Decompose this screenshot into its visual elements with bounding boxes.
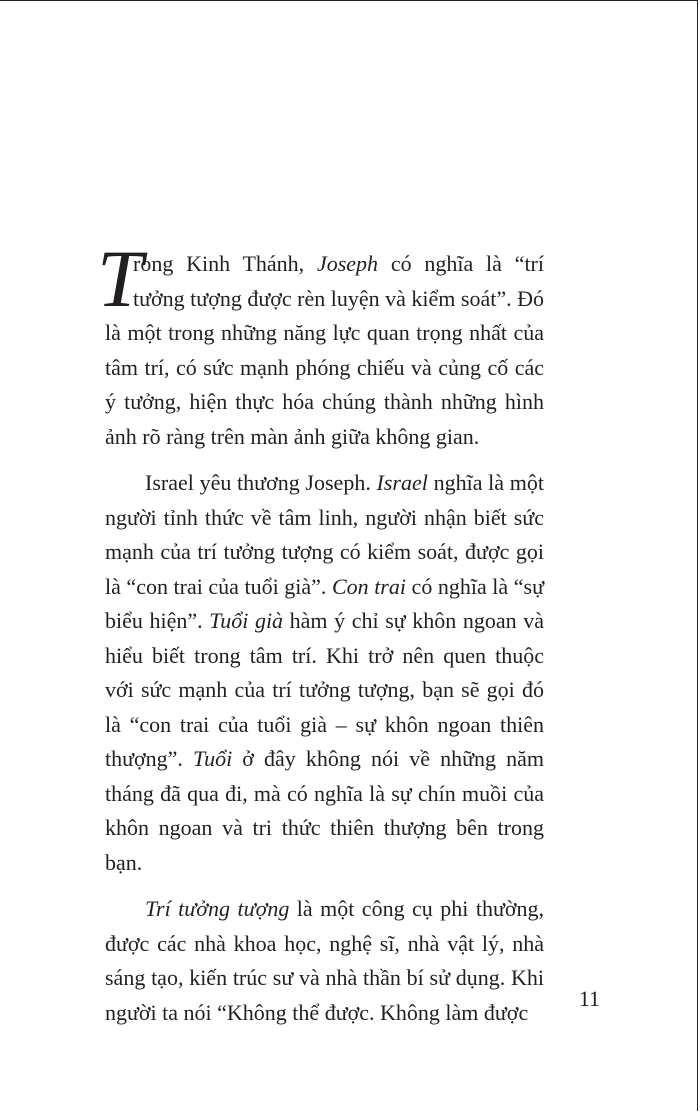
text-run: hàm ý chỉ sự khôn ngoan và hiểu biết trong tâm trí. Khi trở nên quen thuộc với sức mạnh của trí tưởng tượng, bạn sẽ gọi đó là “con trai của tuổi già – sự khôn ngoan thiên thượng”. xyxy=(105,608,544,771)
italic-run: Israel xyxy=(376,470,428,495)
paragraph-2 xyxy=(105,466,544,880)
italic-run: Trí tưởng tượng xyxy=(145,896,290,921)
text-run: có nghĩa là “sự biểu hiện”. xyxy=(105,573,544,633)
text-run: rong Kinh Thánh, xyxy=(133,251,317,276)
italic-run: Con trai xyxy=(331,573,406,599)
text-run: có nghĩa là “trí tưởng tượng được rèn luyện và kiểm soát”. Đó là một trong những năng lực quan trọng nhất của tâm trí, có sức mạnh phóng chiếu và củng cố các ý tưởng, hiện thực hóa chúng thành những hình ảnh rõ ràng trên màn ảnh giữa không gian. xyxy=(105,251,544,449)
text-run: Israel yêu thương Joseph. xyxy=(145,470,377,495)
page-number: 11 xyxy=(578,986,600,1011)
text-run: nghĩa là một người tỉnh thức về tâm linh, người nhận biết sức mạnh của trí tưởng tượng có kiểm soát, được gọi là “con trai của tuổi già”. xyxy=(105,470,544,599)
italic-run: Tuổi già xyxy=(209,608,284,633)
text-run: là một công cụ phi thường, được các nhà khoa học, nghệ sĩ, nhà vật lý, nhà sáng tạo, kiến trúc sư và nhà thần bí sử dụng. Khi người ta nói “Không thể được. Không làm được xyxy=(105,896,544,1025)
body-text xyxy=(97,233,545,1030)
text-run: ở đây không nói về những năm tháng đã qua đi, mà có nghĩa là sự chín muồi của khôn ngoan và tri thức thiên thượng bên trong bạn. xyxy=(105,746,545,875)
paragraph-1 xyxy=(97,233,544,454)
italic-run: Joseph xyxy=(316,251,379,276)
drop-cap: T xyxy=(97,233,143,324)
italic-run: Tuổi xyxy=(193,746,233,771)
paragraph-3 xyxy=(105,892,544,1030)
